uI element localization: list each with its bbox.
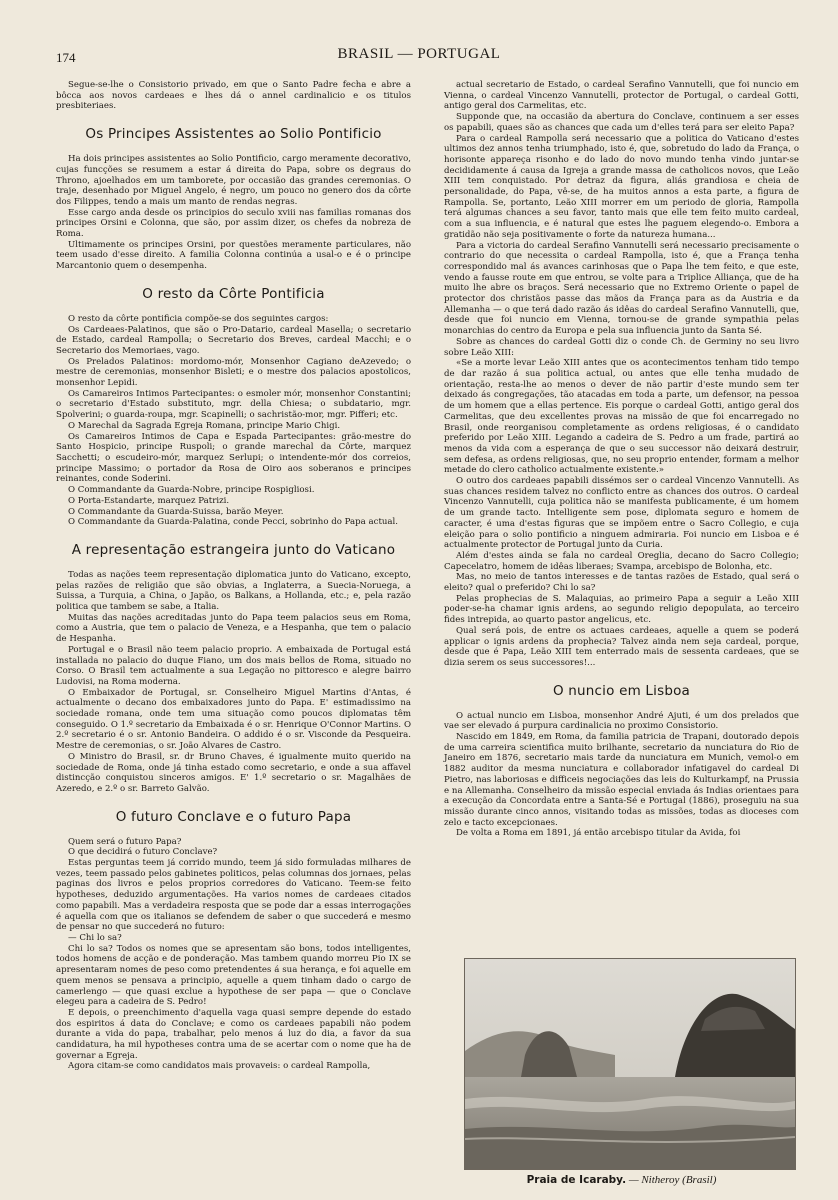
paragraph: Muitas das nações acreditadas junto do Papa teem palacios seus em Roma, como a Austria, que tem o palacio de Veneza, e a Hespanha, que tem o palacio de Hespanha. [56, 612, 411, 645]
paragraph: E depois, o preenchimento d'aquella vaga quasi sempre depende do estado dos espiritos á data do Conclave; e como os cardeaes papabili não podem durante a vida do papa, trabalhar, pelo menos á luz do dia, a favor da sua candidatura, ha mil hypotheses contra uma de se acertar com o nome que ha de governar a Egreja. [56, 1007, 411, 1061]
paragraph: Os Camareiros Intimos Partecipantes: o esmoler mór, monsenhor Constantini; o secretario d'Estado substituto, mgr. della Chiesa; o subdatario, mgr. Spolverini; o guarda-roupa, mgr. Scapinelli; o sachristão-mor, mgr. Pifferi; etc. [56, 388, 411, 421]
paragraph: Quem será o futuro Papa? [68, 836, 182, 847]
beach-photo [464, 958, 796, 1170]
paragraph: Esse cargo anda desde os principios do seculo xviii nas familias romanas dos principes Orsini e Colonna, que são, por assim dizer, os chefes da nobreza de Roma. [56, 207, 411, 240]
section-heading: O futuro Conclave e o futuro Papa [115, 808, 352, 825]
paragraph: O actual nuncio em Lisboa, monsenhor André Ajuti, é um dos prelados que vae ser elevado á purpura cardinalicia no proximo Consistorio. [444, 710, 799, 732]
paragraph: Todas as nações teem representação diplomatica junto do Vaticano, excepto, pelas razões de religião que são obvias, a Inglaterra, a Suecia-Noruega, a Suissa, a Turquia, a China, o Japão, os Balkans, a Hollanda, etc.; e, pela razão politica que tambem se sabe, a Italia. [56, 569, 411, 613]
paragraph: Supponde que, na occasião da abertura do Conclave, continuem a ser esses os papabili, quaes são as chances que cada um d'elles terá para ser eleito Papa? [444, 112, 799, 133]
paragraph: O outro dos cardeaes papabili dissémos ser o cardeal Vincenzo Vannutelli. As suas chances residem talvez no conflicto entre as chances dos outros. O cardeal Vincenzo Vannutelli, cuja politica não se manifesta publicamente, é um homem de um grande tacto. Intelligente sem pose, diplomata seguro e homem de caracter, é uma d'estas figuras que se impõem entre o Sacro Collegio, e cuja eleição para o solio pontificio a ninguem admiraria. Foi nuncio em Lisboa e é actualmente protector de Portugal junto da Curia. [444, 476, 799, 551]
paragraph: Os Cardeaes-Palatinos, que são o Pro-Datario, cardeal Masella; o secretario de Estado, cardeal Rampolla; o Secretario dos Breves, cardeal Macchi; e o Secretario dos Memoriaes, vago. [56, 324, 411, 356]
paragraph: Ha dois principes assistentes ao Solio Pontificio, cargo meramente decorativo, cujas funcções se resumem a estar á direita do Papa, sobre os degraus do Throno, ajoelhados em um tamborete, por occasião das grandes ceremonias. O traje, desenhado por Miguel Angelo, é negro, um pouco no genero dos da côrte dos Filippes, tendo a mais um manto de rendas negras. [56, 154, 411, 207]
page-number: 174 [56, 50, 76, 65]
section-heading: O resto da Côrte Pontificia [142, 285, 325, 302]
paragraph: Pelas prophecias de S. Malaquias, ao primeiro Papa a seguir a Leão XIII poder-se-ha chamar ignis ardens, ao segundo religio depopulata, ao terceiro fides intrepida, ao quarto pastor angelicus, etc. [444, 593, 799, 626]
paragraph: Sobre as chances do cardeal Gotti diz o conde Ch. de Germiny no seu livro sobre Leão XIII: [444, 336, 799, 358]
quote-paragraph: «Se a morte levar Leão XIII antes que os acontecimentos tenham tido tempo de dar razão á sua politica actual, ou antes que elle tenha mudado de orientação, resta-lhe ao menos o dever de não partir d'este mundo sem ter deixado ás congregações, tão atacadas em toda a parte, um defensor, na pessoa de um homem que a ellas pertence. Eis porque o cardeal Gotti, antigo geral dos Carmelitas, que deu excellentes provas na missão de que foi encarregado no Brasil, onde reorganisou completamente as ordens religiosas, é o candidato preferido por Leão XIII. Legando a cadeira de S. Pedro a um frade, partirá ao menos da vida com a esperança de que o seu successor não deixará destruir, sem defesa, as ordens religiosas, que, no seu proprio entender, formam a melhor metade do clero catholico actualmente existente.» [444, 358, 799, 476]
paragraph: O Commandante da Guarda-Palatina, conde Pecci, sobrinho do Papa actual. [68, 517, 399, 528]
caption-credit: — Nitheroy (Brasil) [628, 1174, 717, 1186]
paragraph: O Porta-Estandarte, marquez Patrizi. [68, 495, 230, 506]
paragraph: De volta a Roma em 1891, já então arcebispo titular da Avida, foi [456, 828, 741, 839]
paragraph: Agora citam-se como candidatos mais provaveis: o cardeal Rampolla, [68, 1061, 371, 1072]
paragraph: — Chi lo sa? [68, 933, 122, 943]
left-column [56, 80, 411, 1072]
paragraph: Os Prelados Palatinos: mordomo-mór, Monsenhor Cagiano deAzevedo; o mestre de ceremonias, monsenhor Bisleti; e o mestre dos palacios apostolicos, monsenhor Lepidi. [56, 356, 411, 389]
paragraph: Os Camareiros Intimos de Capa e Espada Partecipantes: grão-mestre do Santo Hospicio, principe Ruspoli; o grande marechal da Côrte, marquez Sacchetti; o escudeiro-mór, marquez Serlupi; o intendente-mór dos correios, principe Massimo; o portador da Rosa de Oiro aos soberanos e principes reinantes, conde Soderini. [56, 431, 411, 485]
section-heading: O nuncio em Lisboa [552, 682, 691, 699]
running-title: BRASIL — PORTUGAL [337, 46, 501, 62]
paragraph: O Commandante da Guarda-Nobre, principe Rospigliosi. [68, 485, 315, 496]
paragraph: Qual será pois, de entre os actuaes cardeaes, aquelle a quem se poderá applicar o ignis ardens da prophecia? Talvez ainda nem seja cardeal, porque, desde que é Papa, Leão XIII tem enterrado mais de sessenta cardeaes, que se dizia serem os seus successores!... [444, 625, 799, 668]
right-column [444, 80, 799, 839]
paragraph: Ultimamente os principes Orsini, por questões meramente particulares, não teem usado d'esse direito. A familia Colonna continúa a usal-o e é o principe Marcantonio quem o desempenha. [56, 239, 411, 272]
paragraph: Mas, no meio de tantos interesses e de tantas razões de Estado, qual será o eleito? qual o preferido? Chi lo sa? [444, 572, 799, 594]
paragraph: O Marechal da Sagrada Egreja Romana, principe Mario Chigi. [68, 420, 341, 431]
paragraph: Portugal e o Brasil não teem palacio proprio. A embaixada de Portugal está installada no palacio do duque Fiano, um dos mais bellos de Roma, situado no Corso. O Brasil tem actualmente a sua Legação no pittoresco e alegre bairro Ludovisi, na Roma moderna. [56, 644, 411, 687]
paragraph: O Ministro do Brasil, sr. dr Bruno Chaves, é igualmente muito querido na sociedade de Roma, onde já tinha estado como secretario, e onde a sua affavel distincção conquistou sinceros amigos. E' 1.º secretario o sr. Magalhães de Azeredo, e 2.º o sr. Barreto Galvão. [56, 751, 411, 794]
paragraph: Além d'estes ainda se fala no cardeal Oreglia, decano do Sacro Collegio; Capecelatro, homem de idêas liberaes; Svampa, arcebispo de Bolonha, etc. [444, 550, 799, 572]
paragraph: Chi lo sa? Todos os nomes que se apresentam são bons, todos intelligentes, todos homens de acção e de ponderação. Mas tambem quando morreu Pio IX se apresentaram nomes de peso como pretendentes á sua herança, e foi aquelle em quem menos se pensava a principio, aquelle a quem tinham dado o cargo de camerlengo — que quasi exclue a hypothese de ser papa — que o Conclave elegeu para a cadeira de S. Pedro! [56, 943, 411, 1008]
paragraph: Para a victoria do cardeal Serafino Vannutelli será necessario precisamente o contrario do que necessita o cardeal Rampolla, isto é, que a França tenha correspondido mal ás avances carinhosas que o Papa lhe tem feito, e que este, vendo a fausse route em que entrou, se volte para a Triplice Alliança, que de ha muito lhe abre os braços. Será necessario que no Extremo Oriente o papel de protector dos christãos passe das mãos da França para as da Austria e da Allemanha — o que terá dado razão ás idêas do cardeal Serafino Vannutelli, que, desde que foi nuncio em Vienna, tornou-se de grande sympathia pelas monarchias do centro da Europa e pela sua influencia junto da Santa Sé. [444, 240, 799, 337]
section-heading: Os Principes Assistentes ao Solio Pontificio [85, 126, 382, 143]
photo-caption [444, 1174, 799, 1186]
paragraph: O Embaixador de Portugal, sr. Conselheiro Miguel Martins d'Antas, é actualmente o decano dos embaixadores junto do Papa. E' estimadissimo na sociedade romana, onde tem uma situação como poucos diplomatas têm conseguido. O 1.º secretario da Embaixada é o sr. Henrique O'Connor Martins. O 2.º secretario é o sr. Antonio Bandeira. O addido é o sr. Visconde da Pesqueira. Mestre de ceremonias, o sr. João Alvares de Castro. [56, 687, 411, 752]
paragraph: O Commandante da Guarda-Suissa, barão Meyer. [68, 506, 284, 517]
intro-paragraph: Segue-se-lhe o Consistorio privado, em que o Santo Padre fecha e abre a bôcca aos novos cardeaes e lhes dá o annel cardinalicio e os titulos presbiteriaes. [56, 80, 411, 112]
paragraph: O que decidirá o futuro Conclave? [68, 847, 218, 858]
paragraph: Para o cardeal Rampolla será necessario que a politica do Vaticano d'estes ultimos dez annos tenha triumphado, isto é, que, sobretudo do lado da França, o horisonte appareça risonho e do lado do novo mundo tenha vindo juntar-se decididamente á causa da Igreja a grande massa de catholicos novos, que Leão XIII tem conquistado. Por detraz da figura, aliás grandiosa e cheia de personalidade, do Papa, vê-se, de ha muitos annos a esta parte, a figura de Rampolla. Se, portanto, Leão XIII morrer em um periodo de gloria, Rampolla terá algumas chances a seu favor, tanto mais que elle tem feito muito cardeal, com a sua influencia, e é natural que estes lhe paguem elegendo-o. Embora a gratidão não seja positivamente o forte da natureza humana... [444, 133, 799, 240]
paragraph: O resto da côrte pontificia compõe-se dos seguintes cargos: [68, 313, 329, 324]
paragraph: actual secretario de Estado, o cardeal Serafino Vannutelli, que foi nuncio em Vienna, o cardeal Vincenzo Vannutelli, protector de Portugal, o cardeal Gotti, antigo geral dos Carmelitas, etc. [444, 80, 799, 112]
paragraph: Estas perguntas teem já corrido mundo, teem já sido formuladas milhares de vezes, teem passado pelos gabinetes politicos, pelas columnas dos jornaes, pelas paginas dos livros e pelos proprios corredores do Vaticano. Teem-se feito hypotheses, deduzido argumentações. Ha varios nomes de cardeaes citados como papabili. Mas a verdadeira resposta que se pode dar a essas interrogações é aquella com que os italianos se defendem de saber o que succederá e mesmo de pensar no que succederá no futuro: [56, 858, 411, 933]
paragraph: Nascido em 1849, em Roma, da familia patricia de Trapani, doutorado depois de uma carreira scientifica muito brilhante, secretario da nunciatura do Rio de Janeiro em 1876, secretario mais tarde da nunciatura em Munich, vemol-o em 1882 auditor da mesma nunciatura e collaborador infatigavel do cardeal Di Pietro, nas laboriosas e difficeis negociações das leis do Kulturkampf, na Prussia e na Allemanha. Conselheiro da missão especial enviada ás Indias orientaes para a execução da Concordata entre a Santa-Sé e Portugal (1886), proseguiu na sua missão durante cinco annos, visitando todas as missões, todas as dioceses com zelo e tacto excepcionaes. [444, 732, 799, 828]
section-heading: A representação estrangeira junto do Vaticano [71, 541, 396, 558]
caption-title: Praia de Icaraby. [526, 1174, 627, 1186]
